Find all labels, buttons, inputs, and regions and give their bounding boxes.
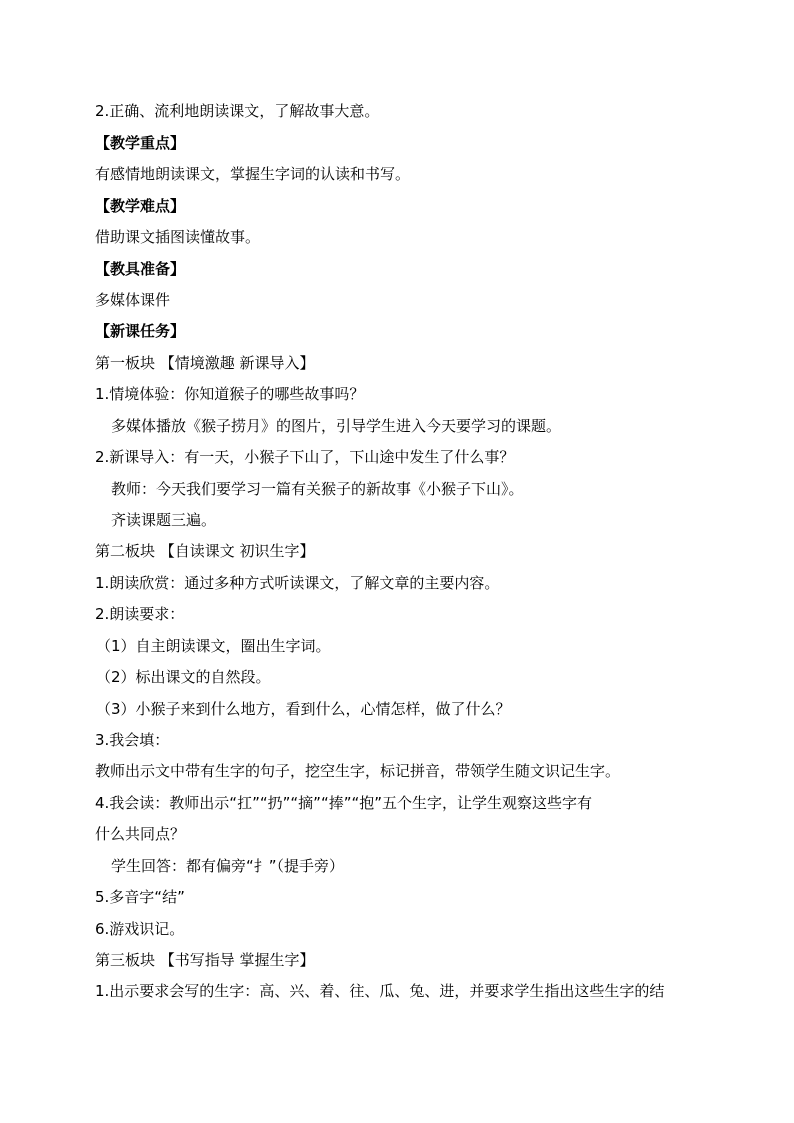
section-2-item-1: 1.朗读欣赏：通过多种方式听读课文，了解文章的主要内容。	[95, 574, 500, 592]
section-3-item-1: 1.出示要求会写的生字：高、兴、着、往、瓜、兔、进，并要求学生指出这些生字的结	[95, 982, 665, 1000]
heading-teaching-difficulty: 【教学难点】	[95, 197, 186, 215]
section-2-item-4-answer: 学生回答：都有偏旁“扌”（提手旁）	[111, 857, 345, 875]
teaching-materials-text: 多媒体课件	[95, 291, 171, 309]
section-2-item-5: 5.多音字“结”	[95, 888, 185, 906]
section-2-item-3-detail: 教师出示文中带有生字的句子，挖空生字，标记拼音，带领学生随文识记生字。	[95, 762, 621, 780]
section-2-item-3: 3.我会填：	[95, 731, 170, 749]
teaching-difficulty-text: 借助课文插图读懂故事。	[95, 228, 261, 246]
heading-teaching-materials: 【教具准备】	[95, 260, 186, 278]
section-1-item-2-detail: 教师：今天我们要学习一篇有关猴子的新故事《小猴子下山》。	[111, 480, 524, 498]
objective-2: 2.正确、流利地朗读课文，了解故事大意。	[95, 102, 380, 120]
teaching-focus-text: 有感情地朗读课文，掌握生字词的认读和书写。	[95, 165, 411, 183]
section-3-heading: 第三板块 【书写指导 掌握生字】	[95, 951, 315, 969]
section-2-heading: 第二板块 【自读课文 初识生字】	[95, 542, 315, 560]
section-1-item-2-note: 齐读课题三遍。	[111, 511, 217, 529]
section-2-sub-2: （2）标出课文的自然段。	[96, 668, 271, 686]
section-2-sub-1: （1）自主朗读课文，圈出生字词。	[96, 637, 331, 655]
section-1-heading: 第一板块 【情境激趣 新课导入】	[95, 354, 315, 372]
section-1-item-2: 2.新课导入：有一天，小猴子下山了，下山途中发生了什么事？	[95, 448, 515, 466]
section-1-item-1: 1.情境体验：你知道猴子的哪些故事吗？	[95, 385, 365, 403]
heading-teaching-focus: 【教学重点】	[95, 134, 186, 152]
heading-new-lesson-tasks: 【新课任务】	[95, 322, 186, 340]
section-2-item-2: 2.朗读要求：	[95, 605, 185, 623]
section-2-item-6: 6.游戏识记。	[95, 920, 185, 938]
section-2-sub-3: （3）小猴子来到什么地方，看到什么，心情怎样，做了什么？	[96, 700, 511, 718]
section-2-item-4: 4.我会读：教师出示“扛”“扔”“摘”“捧”“抱”五个生字，让学生观察这些字有	[95, 794, 593, 812]
section-1-item-1-detail: 多媒体播放《猴子捞月》的图片，引导学生进入今天要学习的课题。	[111, 417, 562, 435]
section-2-item-4-cont: 什么共同点？	[95, 825, 186, 843]
